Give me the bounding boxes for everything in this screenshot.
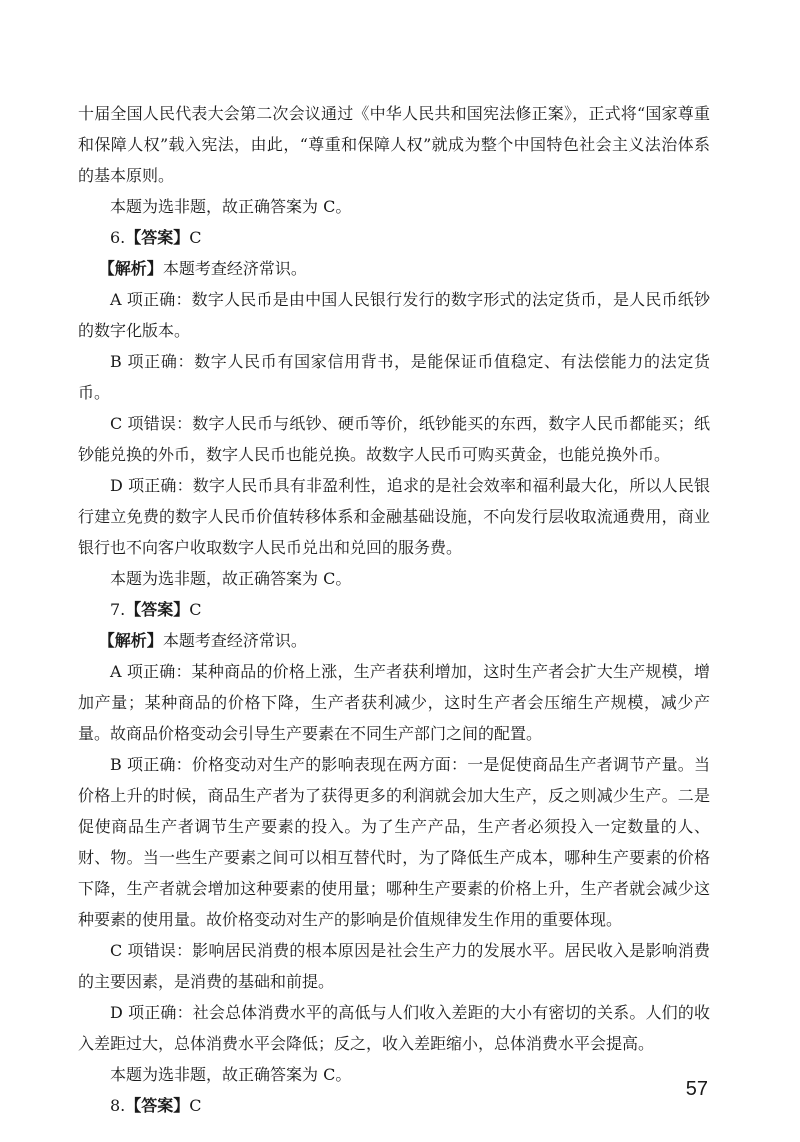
paragraph-conclusion-q6: 本题为选非题，故正确答案为 C。 (110, 569, 352, 588)
paragraph-q7-option-b: B 项正确：价格变动对生产的影响表现在两方面：一是促使商品生产者调节产量。当价格上升的时候，商品生产者为了获得更多的利润就会加大生产，反之则减少生产。二是促使商品生产者调节生产要素的投入。为了生产产品，生产者必须投入一定数量的人、财、物。当一些生产要素之间可以相互替代时，为了降低生产成本，哪种生产要素的价格下降，生产者就会增加这种要素的使用量；哪种生产要素的价格上升，生产者就会减少这种要素的使用量。故价格变动对生产的影响是价值规律发生作用的重要体现。 (78, 755, 710, 929)
analysis-label: 【解析】 (98, 631, 163, 650)
paragraph-q6-option-a: A 项正确：数字人民币是由中国人民银行发行的数字形式的法定货币，是人民币纸钞的数字化版本。 (78, 290, 710, 340)
page-body (78, 98, 710, 1121)
answer-label: 【答案】 (125, 228, 190, 247)
paragraph-q6-option-d: D 项正确：数字人民币具有非盈利性，追求的是社会效率和福利最大化，所以人民银行建立免费的数字人民币价值转移体系和金融基础设施，不向发行层收取流通费用，商业银行也不向客户收取数字人民币兑出和兑回的服务费。 (78, 476, 710, 557)
paragraph-conclusion-q5: 本题为选非题，故正确答案为 C。 (110, 197, 352, 216)
answer-value: C (189, 1096, 202, 1115)
page-number: 57 (685, 1078, 708, 1100)
analysis-heading-q7 (78, 625, 710, 656)
question-number: 8. (110, 1096, 126, 1115)
paragraph-q6-option-c: C 项错误：数字人民币与纸钞、硬币等价，纸钞能买的东西，数字人民币都能买；纸钞能兑换的外币，数字人民币也能兑换。故数字人民币可购买黄金，也能兑换外币。 (78, 414, 710, 464)
paragraph-q7-option-a: A 项正确：某种商品的价格上涨，生产者获利增加，这时生产者会扩大生产规模，增加产量；某种商品的价格下降，生产者获利减少，这时生产者会压缩生产规模，减少产量。故商品价格变动会引导生产要素在不同生产部门之间的配置。 (78, 662, 710, 743)
answer-heading-q7 (78, 594, 710, 625)
answer-label: 【答案】 (125, 1096, 190, 1115)
answer-value: C (189, 600, 202, 619)
paragraph-constitution-amendment: 十届全国人民代表大会第二次会议通过《中华人民共和国宪法修正案》，正式将“国家尊重和保障人权”载入宪法，由此，“尊重和保障人权”就成为整个中国特色社会主义法治体系的基本原则。 (78, 104, 710, 185)
answer-heading-q6 (78, 222, 710, 253)
analysis-heading-q6 (78, 253, 710, 284)
paragraph-q7-option-c: C 项错误：影响居民消费的根本原因是社会生产力的发展水平。居民收入是影响消费的主要因素，是消费的基础和前提。 (78, 941, 710, 991)
question-number: 7. (110, 600, 126, 619)
answer-label: 【答案】 (125, 600, 190, 619)
answer-heading-q8 (78, 1090, 710, 1121)
paragraph-q7-option-d: D 项正确：社会总体消费水平的高低与人们收入差距的大小有密切的关系。人们的收入差距过大，总体消费水平会降低；反之，收入差距缩小，总体消费水平会提高。 (78, 1003, 710, 1053)
paragraph-q6-option-b: B 项正确：数字人民币有国家信用背书，是能保证币值稳定、有法偿能力的法定货币。 (78, 352, 710, 402)
analysis-text: 本题考查经济常识。 (162, 631, 307, 650)
question-number: 6. (110, 228, 126, 247)
answer-value: C (189, 228, 202, 247)
analysis-label: 【解析】 (98, 259, 163, 278)
analysis-text: 本题考查经济常识。 (162, 259, 307, 278)
paragraph-conclusion-q7: 本题为选非题，故正确答案为 C。 (110, 1065, 352, 1084)
